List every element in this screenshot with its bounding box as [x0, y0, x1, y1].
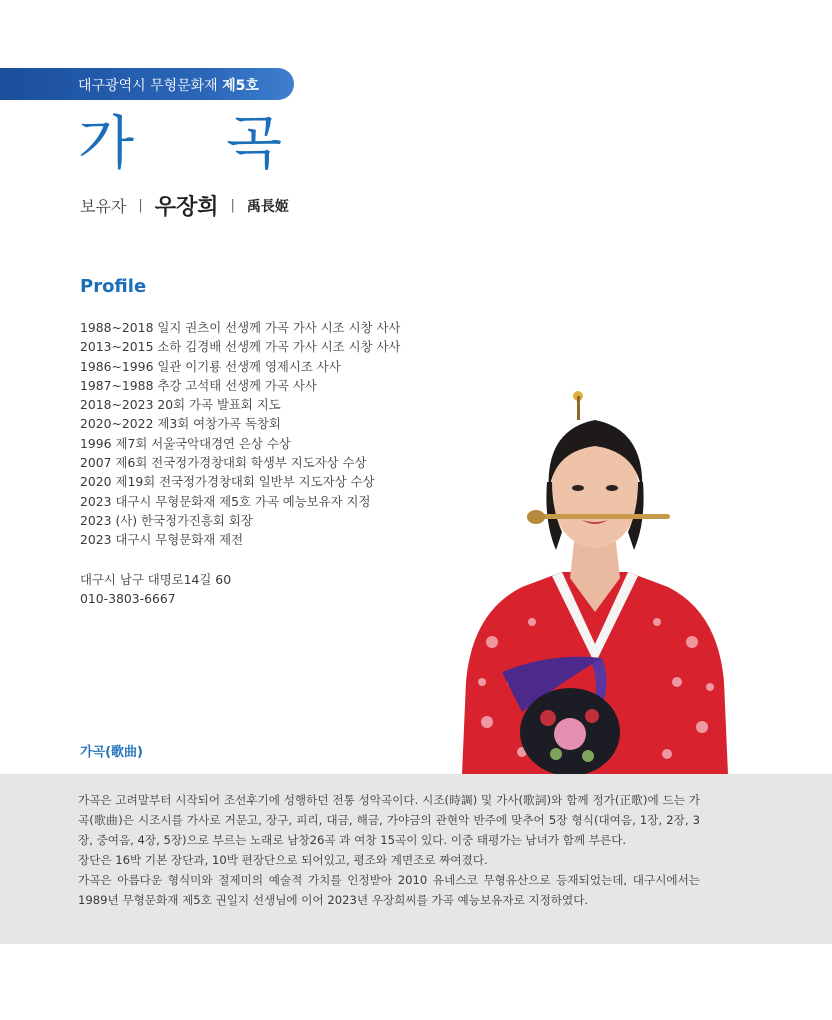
- career-item: 1996 제7회 서울국악대경연 은상 수상: [80, 435, 291, 451]
- career-item: 2018~2023 20회 가곡 발표회 지도: [80, 397, 281, 413]
- career-item: 2023 (사) 한국정가진흥회 회장: [80, 512, 253, 528]
- career-list: [80, 318, 400, 550]
- description-paragraph: 가곡은 고려말부터 시작되어 조선후기에 성행하던 전통 성악곡이다. 시조(時調) 및 가사(歌詞)와 함께 정가(正歌)에 드는 가곡(歌曲)은 시조시를 가사로 거문고, 장구, 피리, 대금, 해금, 가야금의 관현악 반주에 맞추어 5장 형식(대여음, 1장, 2장, 3장, 중여음, 4장, 5장)으로 부르는 노래로 남창26곡 과 여창 15곡이 있다. 이중 태평가는 남녀가 함께 부른다.: [78, 793, 700, 847]
- holder-label: 보유자: [80, 197, 127, 216]
- section-heading: 가곡(歌曲): [80, 745, 143, 760]
- description-paragraph: 장단은 16박 기본 장단과, 10박 편장단으로 되어있고, 평조와 계면조로 짜여졌다.: [78, 853, 488, 867]
- holder-hanja: 禹長姬: [246, 198, 289, 215]
- profile-heading: Profile: [80, 276, 147, 297]
- career-item: 2013~2015 소하 김경배 선생께 가곡 가사 시조 시창 사사: [80, 339, 401, 355]
- career-item: 1988~2018 일지 권츠이 선생께 가곡 가사 시조 시창 사사: [80, 320, 401, 335]
- career-item: 1987~1988 추강 고석태 선생께 가곡 사사: [80, 377, 317, 393]
- career-item: 1986~1996 일관 이기룡 선생께 영제시조 사사: [80, 358, 341, 374]
- address-text: 대구시 남구 대명로14길 60: [80, 572, 232, 587]
- career-item: 2007 제6회 전국정가경창대회 학생부 지도자상 수상: [80, 455, 367, 471]
- page-title: 가곡: [78, 109, 375, 177]
- description-text: [78, 790, 700, 910]
- banner-text: 대구광역시 무형문화재: [78, 78, 218, 94]
- contact-block: [80, 570, 231, 609]
- career-item: 2020~2022 제3회 여창가곡 독창회: [80, 416, 281, 432]
- career-item: 2023 대구시 무형문화재 제전: [80, 532, 244, 548]
- description-paragraph: 가곡은 아름다운 형식미와 절제미의 예술적 가치를 인정받아 2010 유네스코 무형유산으로 등재되었는데, 대구시에서는 1989년 무형문화재 제5호 권일지 선생님에 이어 2023년 우장희씨를 가곡 예능보유자로 지정하였다.: [78, 873, 700, 907]
- holder-line: [80, 190, 289, 221]
- phone-text: 010-3803-6667: [80, 591, 176, 607]
- holder-separator-2: |: [230, 198, 235, 213]
- banner-number: 제5호: [222, 78, 259, 94]
- career-item: 2020 제19회 전국정가경창대회 일반부 지도자상 수상: [80, 474, 375, 490]
- career-item: 2023 대구시 무형문화재 제5호 가곡 예능보유자 지정: [80, 493, 371, 509]
- holder-name: 우장희: [154, 194, 219, 220]
- banner-label: [78, 75, 259, 95]
- hairpin: [530, 514, 670, 519]
- portrait-photo: [452, 382, 738, 774]
- holder-separator: |: [138, 198, 143, 213]
